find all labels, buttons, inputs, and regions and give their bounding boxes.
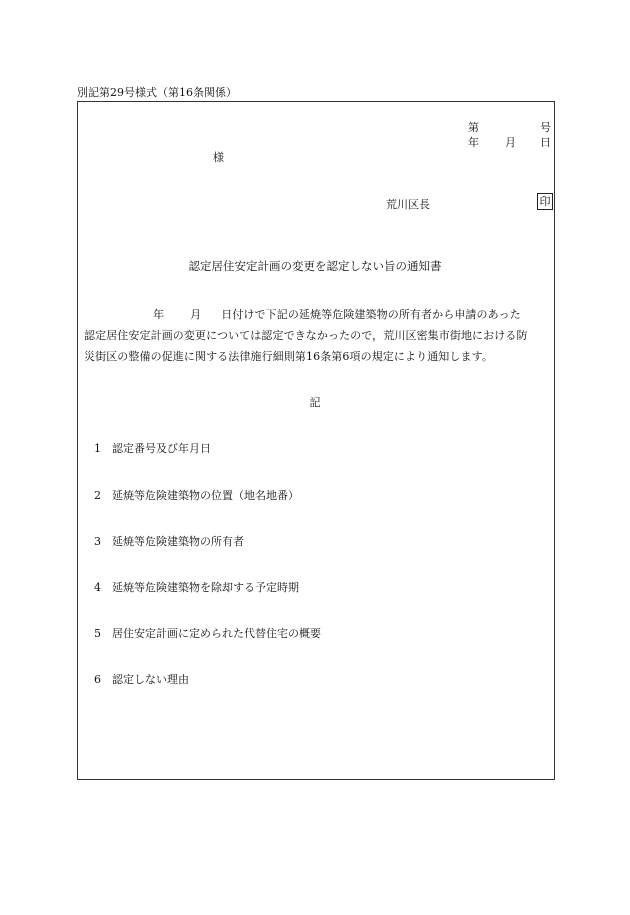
item-number: 3 — [94, 535, 101, 548]
item-label: 延焼等危険建築物の所有者 — [112, 535, 244, 548]
item-number: 6 — [94, 673, 101, 686]
date-year: 年 — [468, 136, 479, 149]
item-label: 認定しない理由 — [112, 673, 189, 686]
body-line-1 — [153, 306, 521, 322]
list-item — [94, 579, 299, 595]
item-label: 居住安定計画に定められた代替住宅の概要 — [112, 627, 321, 640]
date-month: 月 — [505, 136, 516, 149]
item-label: 延焼等危険建築物を除却する予定時期 — [112, 581, 299, 594]
list-item — [94, 533, 244, 549]
list-item — [94, 625, 321, 641]
item-number: 2 — [94, 489, 101, 502]
body-month: 月 — [190, 308, 202, 321]
list-item — [94, 440, 211, 456]
body-line-2: 認定居住安定計画の変更については認定できなかったので，荒川区密集市街地における防 — [84, 329, 528, 342]
seal-stamp: 印 — [537, 193, 553, 210]
ki-heading: 記 — [309, 396, 321, 409]
item-number: 4 — [94, 581, 101, 594]
form-label: 別記第29号様式（第16条関係） — [77, 86, 237, 99]
item-label: 認定番号及び年月日 — [112, 442, 211, 455]
body-line-1-text: 日付けで下記の延焼等危険建築物の所有者から申請のあった — [221, 308, 521, 321]
document-title: 認定居住安定計画の変更を認定しない旨の通知書 — [188, 259, 442, 273]
addressee-suffix: 様 — [213, 151, 224, 164]
item-number: 5 — [94, 627, 101, 640]
body-year: 年 — [153, 308, 165, 321]
number-suffix: 号 — [540, 121, 551, 134]
sender-name: 荒川区長 — [386, 198, 430, 211]
body-line-3: 災街区の整備の促進に関する法律施行細則第16条第6項の規定により通知します。 — [84, 350, 493, 363]
number-prefix: 第 — [468, 121, 479, 134]
list-item — [94, 487, 299, 503]
date-day: 日 — [540, 136, 551, 149]
item-number: 1 — [94, 442, 101, 455]
item-label: 延焼等危険建築物の位置（地名地番） — [112, 489, 299, 502]
list-item — [94, 671, 189, 687]
